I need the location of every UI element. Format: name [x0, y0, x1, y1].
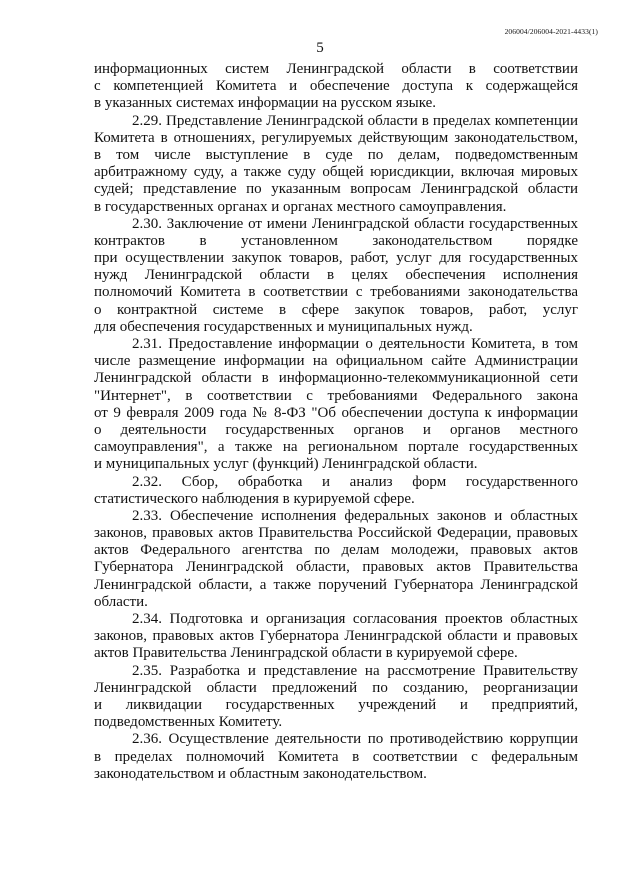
document-code: 206004/206004-2021-4433(1) [504, 27, 598, 36]
document-body [94, 61, 578, 783]
text-line: информационных систем Ленинградской области в соответствии [94, 61, 578, 77]
text-line: и ликвидации государственных учреждений и предприятий, [94, 696, 578, 713]
text-line: 2.32. Сбор, обработка и анализ форм государственного [132, 473, 578, 490]
text-line: Губернатора Ленинградской области, правовых актов Правительства [94, 559, 578, 576]
text-line: числе размещение информации на официальном сайте Администрации [94, 353, 578, 370]
text-line: 2.35. Разработка и представление на рассмотрение Правительству [132, 662, 578, 679]
text-line: в пределах полномочий Комитета в соответствии с федеральным [94, 748, 578, 765]
page-number: 5 [316, 40, 324, 56]
text-line: подведомственных Комитету. [94, 714, 283, 731]
text-line: 2.31. Предоставление информации о деятельности Комитета, в том [132, 336, 578, 352]
text-line: законов, правовых актов Губернатора Ленинградской области и правовых [94, 628, 578, 645]
text-line: актов Федерального агентства по делам молодежи, правовых актов [94, 542, 578, 559]
text-line: статистического наблюдения в курируемой сфере. [94, 490, 415, 507]
text-line: Ленинградской области в информационно-телекоммуникационной сети [94, 370, 578, 387]
text-line: 2.29. Представление Ленинградской области в пределах компетенции [132, 112, 578, 129]
text-line: для обеспечения государственных и муниципальных нужд. [94, 318, 473, 335]
text-line: 2.36. Осуществление деятельности по противодействию коррупции [132, 731, 578, 748]
text-line: с компетенцией Комитета и обеспечение доступа к содержащейся [94, 78, 578, 95]
text-line: области. [94, 593, 148, 610]
text-line: законов, правовых актов Правительства Российской Федерации, правовых [94, 525, 578, 542]
text-line: полномочий Комитета в соответствии с требованиями законодательства [94, 284, 578, 301]
text-line: о контрактной системе в сфере закупок товаров, работ, услуг [94, 301, 578, 318]
text-line: в указанных системах информации на русском языке. [94, 95, 437, 112]
text-line: актов Правительства Ленинградской области в курируемой сфере. [94, 645, 518, 662]
text-line: и муниципальных услуг (функций) Ленинградской области. [94, 456, 478, 473]
text-line: от 9 февраля 2009 года № 8-ФЗ "Об обеспечении доступа к информации [94, 404, 578, 421]
text-line: нужд Ленинградской области в целях обеспечения исполнения [94, 267, 578, 284]
text-line: Ленинградской области, а также поручений Губернатора Ленинградской [94, 576, 578, 593]
text-line: арбитражному суду, а также суду общей юрисдикции, включая мировых [94, 164, 578, 181]
text-line: самоуправления", а также на региональном портале государственных [94, 439, 578, 456]
text-line: в том числе выступление в суде по делам, подведомственным [94, 146, 578, 163]
text-line: о деятельности государственных органов и органов местного [94, 421, 578, 438]
text-line: законодательством и областным законодательством. [94, 765, 427, 782]
text-line: 2.33. Обеспечение исполнения федеральных законов и областных [132, 507, 578, 524]
text-line: судей; представление по указанным вопросам Ленинградской области [94, 181, 578, 198]
text-line: "Интернет", в соответствии с требованиями Федерального закона [94, 387, 578, 404]
text-line: 2.30. Заключение от имени Ленинградской области государственных [132, 215, 578, 232]
text-line: Комитета в отношениях, регулируемых действующим законодательством, [94, 129, 578, 146]
text-line: при осуществлении закупок товаров, работ, услуг для государственных [94, 250, 578, 267]
text-line: Ленинградской области предложений по созданию, реорганизации [94, 679, 578, 696]
text-line: 2.34. Подготовка и организация согласования проектов областных [132, 611, 578, 627]
text-line: в государственных органах и органах местного самоуправления. [94, 198, 507, 215]
text-line: контрактов в установленном законодательством порядке [94, 232, 578, 249]
